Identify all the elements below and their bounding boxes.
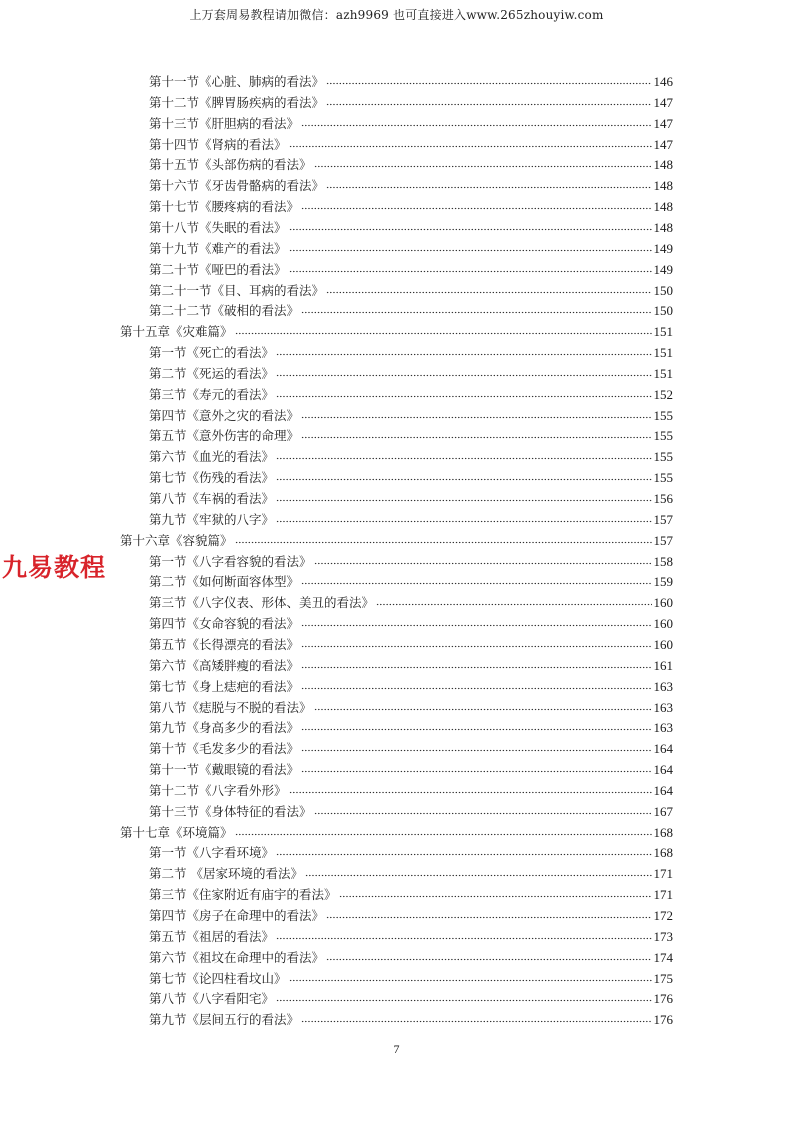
toc-entry-title: 第一节《死亡的看法》	[149, 345, 275, 361]
toc-entry-title: 第十二节《脾胃肠疾病的看法》	[149, 94, 325, 110]
toc-section-entry[interactable]	[149, 468, 673, 489]
toc-entry-title: 第六节《祖坟在命理中的看法》	[149, 949, 325, 965]
toc-section-entry[interactable]	[149, 281, 673, 302]
toc-entry-title: 第八节《八字看阳宅》	[149, 991, 275, 1007]
toc-section-entry[interactable]	[149, 426, 673, 447]
toc-dot-leader	[289, 973, 652, 983]
toc-section-entry[interactable]	[149, 489, 673, 510]
toc-entry-page: 146	[653, 74, 673, 89]
toc-dot-leader	[235, 535, 652, 545]
toc-entry-page: 163	[653, 699, 673, 715]
toc-dot-leader	[339, 889, 652, 899]
toc-dot-leader	[276, 993, 651, 1003]
toc-entry-title: 第八节《痣脱与不脱的看法》	[149, 699, 312, 715]
toc-dot-leader	[301, 201, 651, 211]
toc-dot-leader	[314, 702, 652, 712]
toc-section-entry[interactable]	[149, 197, 673, 218]
toc-entry-page: 171	[653, 866, 673, 882]
toc-dot-leader	[276, 451, 651, 461]
toc-dot-leader	[301, 118, 651, 128]
toc-entry-title: 第四节《房子在命理中的看法》	[149, 908, 325, 923]
toc-section-entry[interactable]	[149, 406, 673, 427]
toc-entry-title: 第七节《论四柱看坟山》	[149, 970, 287, 986]
toc-dot-leader	[301, 639, 651, 649]
toc-entry-title: 第十四节《肾病的看法》	[149, 136, 287, 152]
toc-section-entry[interactable]	[149, 260, 673, 281]
toc-entry-title: 第八节《车祸的看法》	[149, 491, 275, 506]
toc-dot-leader	[276, 389, 651, 399]
toc-entry-page: 149	[653, 240, 673, 256]
toc-entry-page: 168	[653, 845, 673, 861]
toc-entry-page: 173	[653, 928, 673, 944]
toc-entry-page: 164	[653, 762, 673, 778]
toc-entry-page: 148	[653, 178, 673, 194]
toc-chapter-entry[interactable]	[120, 531, 673, 552]
toc-entry-page: 176	[653, 1012, 673, 1028]
toc-section-entry[interactable]	[149, 593, 673, 614]
toc-dot-leader	[326, 910, 651, 920]
toc-entry-page: 147	[653, 136, 673, 152]
toc-entry-page: 163	[653, 720, 673, 736]
toc-entry-title: 第二十一节《目、耳病的看法》	[149, 282, 325, 298]
toc-entry-page: 159	[653, 574, 673, 590]
toc-entry-title: 第四节《意外之灾的看法》	[149, 407, 300, 423]
toc-entry-title: 第五节《意外伤害的命理》	[149, 428, 300, 444]
toc-entry-page: 175	[653, 970, 673, 986]
toc-dot-leader	[301, 722, 651, 732]
toc-section-entry[interactable]	[149, 906, 673, 927]
toc-entry-page: 151	[653, 365, 673, 381]
toc-entry-page: 156	[653, 491, 673, 506]
toc-section-entry[interactable]	[149, 176, 673, 197]
toc-section-entry[interactable]	[149, 739, 673, 760]
toc-entry-title: 第十五节《头部伤病的看法》	[149, 157, 312, 173]
toc-entry-title: 第十五章《灾难篇》	[120, 324, 233, 340]
toc-dot-leader	[301, 743, 651, 753]
toc-entry-page: 164	[653, 741, 673, 757]
toc-dot-leader	[289, 243, 652, 253]
toc-entry-title: 第五节《长得漂亮的看法》	[149, 636, 300, 652]
toc-dot-leader	[276, 472, 651, 482]
toc-entry-title: 第二节《如何断面容体型》	[149, 574, 300, 590]
toc-entry-page: 150	[653, 303, 673, 319]
toc-dot-leader	[276, 368, 651, 378]
toc-entry-title: 第十七章《环境篇》	[120, 824, 233, 840]
toc-dot-leader	[301, 764, 651, 774]
toc-entry-page: 160	[653, 616, 673, 632]
toc-entry-title: 第一节《八字看容貌的看法》	[149, 553, 312, 569]
toc-dot-leader	[326, 97, 651, 107]
toc-entry-title: 第十九节《难产的看法》	[149, 240, 287, 256]
toc-dot-leader	[301, 305, 651, 315]
toc-dot-leader	[301, 1014, 651, 1024]
toc-entry-title: 第十一节《戴眼镜的看法》	[149, 762, 300, 778]
toc-section-entry[interactable]	[149, 969, 673, 990]
toc-section-entry[interactable]	[149, 927, 673, 948]
toc-dot-leader	[276, 514, 651, 524]
toc-entry-page: 167	[653, 803, 673, 819]
toc-entry-title: 第六节《高矮胖瘦的看法》	[149, 657, 300, 673]
toc-section-entry[interactable]	[149, 301, 673, 322]
toc-dot-leader	[314, 159, 652, 169]
toc-entry-page: 151	[653, 345, 673, 361]
toc-entry-title: 第二节《死运的看法》	[149, 365, 275, 381]
toc-entry-title: 第二节 《居家环境的看法》	[149, 866, 303, 882]
toc-section-entry[interactable]	[149, 385, 673, 406]
toc-section-entry[interactable]	[149, 677, 673, 698]
toc-section-entry[interactable]	[149, 864, 673, 885]
toc-section-entry[interactable]	[149, 93, 673, 114]
toc-entry-page: 160	[653, 636, 673, 652]
toc-section-entry[interactable]	[149, 989, 673, 1010]
toc-entry-page: 160	[653, 595, 673, 611]
toc-section-entry[interactable]	[149, 843, 673, 864]
toc-entry-page: 148	[653, 219, 673, 235]
toc-entry-title: 第十六节《牙齿骨骼病的看法》	[149, 178, 325, 194]
toc-dot-leader	[326, 952, 651, 962]
toc-entry-page: 149	[653, 261, 673, 277]
toc-chapter-entry[interactable]	[120, 823, 673, 844]
toc-section-entry[interactable]	[149, 760, 673, 781]
toc-entry-page: 163	[653, 678, 673, 694]
toc-dot-leader	[301, 576, 651, 586]
toc-dot-leader	[326, 76, 651, 86]
toc-section-entry[interactable]	[149, 343, 673, 364]
toc-dot-leader	[276, 847, 651, 857]
toc-entry-title: 第三节《八字仪表、形体、美丑的看法》	[149, 595, 375, 611]
toc-entry-page: 150	[653, 282, 673, 298]
toc-entry-title: 第十节《毛发多少的看法》	[149, 741, 300, 757]
toc-entry-page: 152	[653, 386, 673, 402]
toc-entry-page: 147	[653, 94, 673, 110]
toc-entry-page: 161	[653, 657, 673, 673]
toc-dot-leader	[314, 556, 652, 566]
toc-section-entry[interactable]	[149, 614, 673, 635]
toc-section-entry[interactable]	[149, 885, 673, 906]
toc-entry-title: 第十二节《八字看外形》	[149, 782, 287, 798]
toc-section-entry[interactable]	[149, 447, 673, 468]
toc-entry-title: 第七节《伤残的看法》	[149, 470, 275, 486]
toc-dot-leader	[326, 180, 651, 190]
toc-entry-page: 148	[653, 157, 673, 173]
toc-entry-title: 第三节《寿元的看法》	[149, 386, 275, 402]
toc-entry-page: 164	[653, 782, 673, 798]
toc-entry-title: 第十八节《失眠的看法》	[149, 219, 287, 235]
toc-section-entry[interactable]	[149, 218, 673, 239]
toc-dot-leader	[289, 222, 652, 232]
toc-section-entry[interactable]	[149, 656, 673, 677]
toc-entry-title: 第六节《血光的看法》	[149, 449, 275, 465]
toc-dot-leader	[301, 681, 651, 691]
toc-entry-title: 第五节《祖居的看法》	[149, 928, 275, 944]
toc-dot-leader	[305, 868, 652, 878]
toc-entry-page: 151	[653, 324, 673, 340]
page-number: 7	[393, 1042, 400, 1056]
toc-section-entry[interactable]	[149, 572, 673, 593]
toc-entry-title: 第二十二节《破相的看法》	[149, 303, 300, 319]
toc-dot-leader	[289, 785, 652, 795]
toc-entry-page: 174	[653, 949, 673, 965]
toc-section-entry[interactable]	[149, 72, 673, 93]
watermark-logo: 九易教程	[2, 553, 107, 582]
toc-entry-page: 171	[653, 887, 673, 903]
toc-entry-page: 147	[653, 115, 673, 131]
toc-entry-title: 第二十节《哑巴的看法》	[149, 261, 287, 277]
toc-section-entry[interactable]	[149, 802, 673, 823]
toc-section-entry[interactable]	[149, 718, 673, 739]
toc-dot-leader	[301, 618, 651, 628]
toc-entry-page: 155	[653, 470, 673, 486]
toc-section-entry[interactable]	[149, 552, 673, 573]
toc-section-entry[interactable]	[149, 135, 673, 156]
toc-dot-leader	[376, 597, 651, 607]
toc-entry-title: 第九节《牢狱的八字》	[149, 511, 275, 527]
toc-section-entry[interactable]	[149, 635, 673, 656]
toc-entry-page: 172	[653, 908, 673, 923]
toc-dot-leader	[301, 660, 651, 670]
toc-section-entry[interactable]	[149, 698, 673, 719]
toc-chapter-entry[interactable]	[120, 322, 673, 343]
toc-dot-leader	[314, 806, 652, 816]
toc-dot-leader	[235, 827, 652, 837]
toc-entry-title: 第十三节《身体特征的看法》	[149, 803, 312, 819]
toc-entry-title: 第十七节《腰疼病的看法》	[149, 199, 300, 215]
toc-entry-title: 第十六章《容貌篇》	[120, 532, 233, 548]
toc-section-entry[interactable]	[149, 155, 673, 176]
toc-section-entry[interactable]	[149, 239, 673, 260]
toc-entry-title: 第十一节《心脏、肺病的看法》	[149, 74, 325, 89]
toc-dot-leader	[235, 326, 652, 336]
toc-entry-page: 176	[653, 991, 673, 1007]
toc-section-entry[interactable]	[149, 364, 673, 385]
toc-entry-page: 155	[653, 449, 673, 465]
toc-entry-page: 168	[653, 824, 673, 840]
toc-entry-page: 158	[653, 553, 673, 569]
toc-entry-page: 157	[653, 511, 673, 527]
toc-section-entry[interactable]	[149, 1010, 673, 1031]
toc-dot-leader	[276, 347, 651, 357]
toc-entry-title: 第三节《住家附近有庙宇的看法》	[149, 887, 337, 903]
toc-entry-title: 第九节《身高多少的看法》	[149, 720, 300, 736]
toc-entry-title: 第一节《八字看环境》	[149, 845, 275, 861]
toc-dot-leader	[289, 139, 652, 149]
toc-entry-page: 155	[653, 428, 673, 444]
toc-entry-page: 148	[653, 199, 673, 215]
toc-dot-leader	[301, 410, 651, 420]
toc-dot-leader	[301, 430, 651, 440]
toc-entry-page: 155	[653, 407, 673, 423]
toc-entry-title: 第九节《层间五行的看法》	[149, 1012, 300, 1028]
toc-dot-leader	[326, 285, 651, 295]
toc-section-entry[interactable]	[149, 781, 673, 802]
toc-entry-title: 第七节《身上痣疤的看法》	[149, 678, 300, 694]
toc-section-entry[interactable]	[149, 114, 673, 135]
toc-dot-leader	[289, 264, 652, 274]
toc-section-entry[interactable]	[149, 948, 673, 969]
toc-entry-page: 157	[653, 532, 673, 548]
page-header: 上万套周易教程请加微信：azh9969 也可直接进入www.265zhouyiw.com	[189, 8, 604, 22]
toc-section-entry[interactable]	[149, 510, 673, 531]
toc-dot-leader	[276, 493, 651, 503]
toc-entry-title: 第四节《女命容貌的看法》	[149, 616, 300, 632]
toc-dot-leader	[276, 931, 651, 941]
toc-entry-title: 第十三节《肝胆病的看法》	[149, 115, 300, 131]
